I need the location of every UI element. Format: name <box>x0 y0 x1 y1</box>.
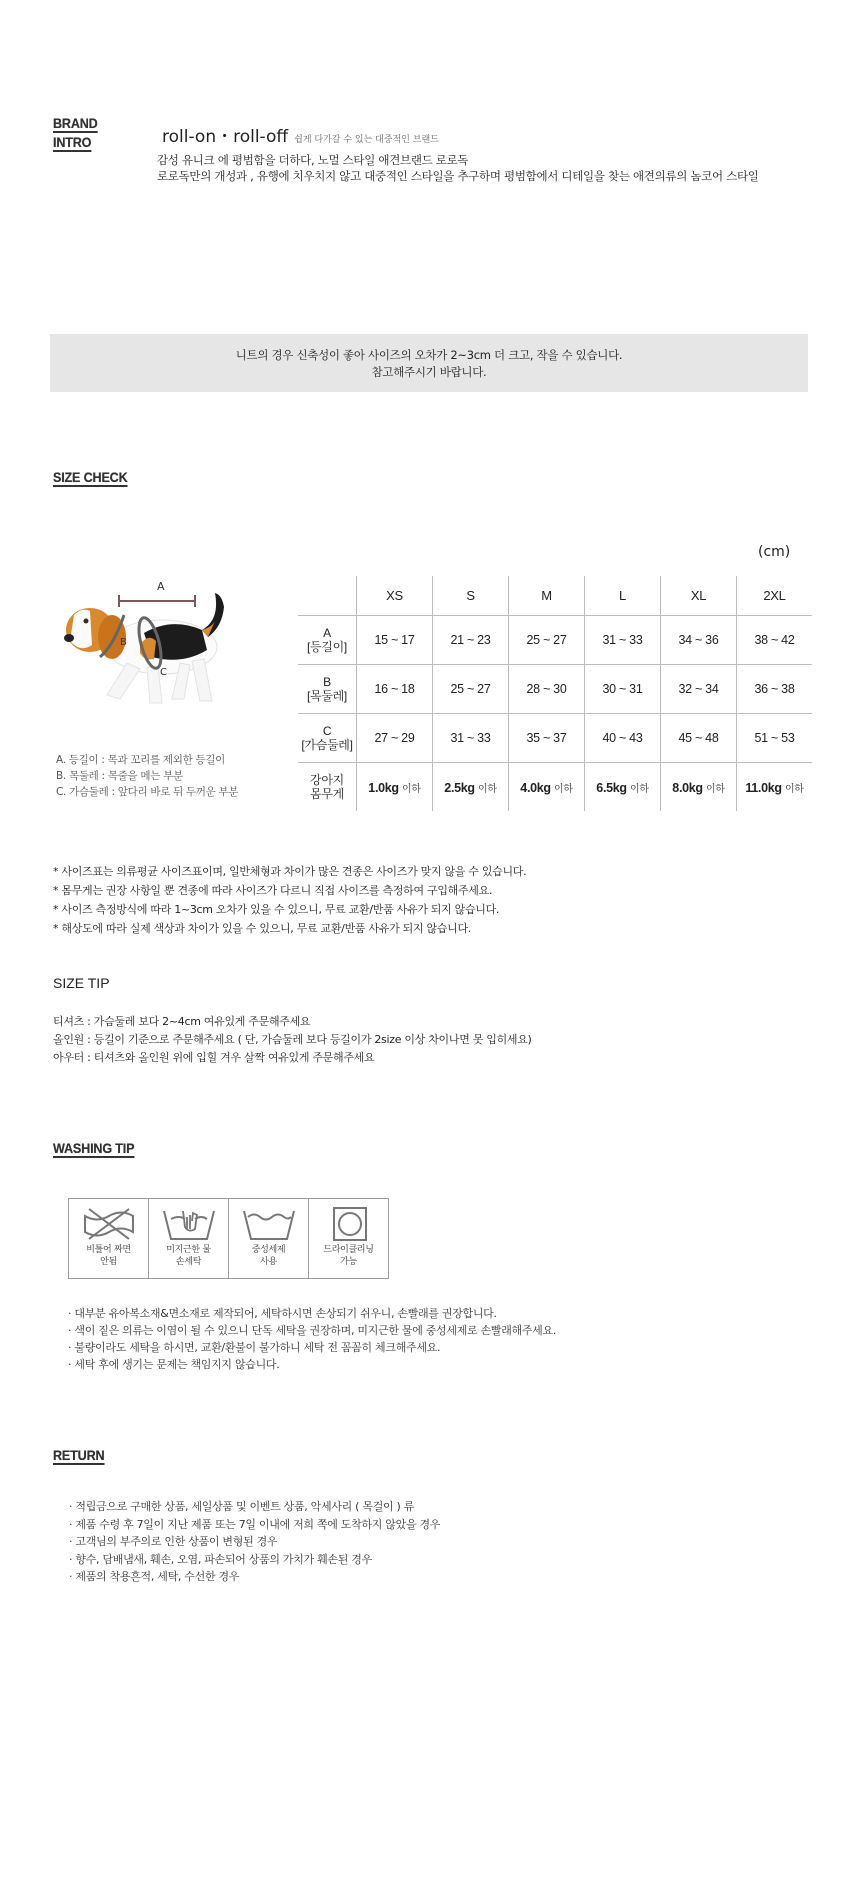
table-cell: 16 ~ 18 <box>357 665 433 714</box>
washing-icons <box>68 1198 389 1279</box>
beagle-illustration-icon <box>52 575 247 715</box>
notice-line: 니트의 경우 신축성이 좋아 사이즈의 오차가 2~3cm 더 크고, 작을 수 있습니다. <box>235 348 623 362</box>
unit-label: (cm) <box>758 544 791 560</box>
size-note: * 사이즈표는 의류평균 사이즈표이며, 일반체형과 차이가 많은 견종은 사이즈가 맞지 않을 수 있습니다. <box>53 865 527 878</box>
row-header-label: [등길이] <box>307 640 347 654</box>
diagram-note: C. 가슴둘레 : 앞다리 바로 뒤 두꺼운 부분 <box>56 786 239 798</box>
row-header-label: [가슴둘레] <box>301 738 353 752</box>
brand-name: roll-on・roll-off <box>162 127 289 147</box>
weight-row <box>298 763 812 812</box>
table-row <box>298 616 812 665</box>
weight-value: 1.0kg <box>368 780 399 795</box>
knit-size-notice <box>50 334 808 392</box>
weight-suffix: 이하 <box>401 783 421 795</box>
wash-label-line: 손세탁 <box>175 1257 202 1267</box>
wash-label-line: 드라이클리닝 <box>323 1245 374 1255</box>
return-heading: RETURN <box>53 1447 105 1463</box>
table-row <box>298 665 812 714</box>
wash-label-line: 안됨 <box>100 1257 117 1267</box>
row-header-label: 강아지 <box>310 773 344 787</box>
return-conditions <box>69 1498 440 1586</box>
diagram-label-c: C <box>160 667 167 678</box>
wash-label-line: 비틀어 짜면 <box>86 1245 131 1255</box>
row-header <box>298 714 357 763</box>
brand-intro-heading <box>53 114 98 152</box>
washing-note: · 대부분 유아복소재&면소재로 제작되어, 세탁하시면 손상되기 쉬우니, 손빨래를 권장합니다. <box>68 1307 497 1320</box>
brand-description-line: 로로독만의 개성과 , 유행에 치우치지 않고 대중적인 스타일을 추구하며 평범함에서 디테일을 찾는 애견의류의 놈코어 스타일 <box>157 169 759 183</box>
brand-intro-heading-line1: BRAND <box>53 115 98 131</box>
wash-icon-cell <box>229 1199 309 1278</box>
column-header: M <box>509 576 585 616</box>
wash-label <box>166 1244 211 1268</box>
size-notes <box>53 862 526 938</box>
table-cell: 32 ~ 34 <box>661 665 737 714</box>
return-item: · 고객님의 부주의로 인한 상품이 변형된 경우 <box>69 1535 278 1548</box>
table-cell: 27 ~ 29 <box>357 714 433 763</box>
row-header <box>298 665 357 714</box>
column-header: XS <box>357 576 433 616</box>
wash-label <box>86 1244 131 1268</box>
wash-label-line: 사용 <box>260 1257 277 1267</box>
size-tip-item: 올인원 : 등길이 기준으로 주문해주세요 ( 단, 가슴둘레 보다 등길이가 2size 이상 차이나면 못 입히세요) <box>53 1033 532 1046</box>
brand-description-line: 감성 유니크 에 평범함을 더하다, 노멀 스타일 애견브랜드 로로독 <box>157 153 469 167</box>
weight-suffix: 이하 <box>629 783 649 795</box>
wash-icon-cell <box>149 1199 229 1278</box>
row-header-letter: C <box>322 724 332 738</box>
weight-value: 11.0kg <box>745 780 782 795</box>
column-header: S <box>433 576 509 616</box>
table-cell: 31 ~ 33 <box>585 616 661 665</box>
washing-note: · 불량이라도 세탁을 하시면, 교환/환불이 불가하니 세탁 전 꼼꼼히 체크해주세요. <box>68 1341 441 1354</box>
size-tip-heading: SIZE TIP <box>53 975 110 991</box>
return-item: · 향수, 담배냄새, 훼손, 오염, 파손되어 상품의 가치가 훼손된 경우 <box>69 1552 372 1566</box>
diagram-note: B. 목둘레 : 목줄을 메는 부분 <box>56 770 183 782</box>
no-wring-icon <box>81 1207 137 1241</box>
table-cell <box>585 763 661 812</box>
size-tip-list <box>53 1013 532 1067</box>
table-cell: 28 ~ 30 <box>509 665 585 714</box>
wash-label-line: 중성세제 <box>251 1245 286 1255</box>
weight-suffix: 이하 <box>553 783 573 795</box>
washing-note: · 색이 짙은 의류는 이염이 될 수 있으니 단독 세탁을 권장하며, 미지근한 물에 중성세제로 손빨래해주세요. <box>68 1324 557 1337</box>
size-table-header-row <box>298 576 812 616</box>
table-cell <box>357 763 433 812</box>
notice-line: 참고해주시기 바랍니다. <box>371 365 487 379</box>
table-row <box>298 714 812 763</box>
table-cell: 45 ~ 48 <box>661 714 737 763</box>
size-note: * 해상도에 따라 실제 색상과 차이가 있을 수 있으니, 무료 교환/반품 사유가 되지 않습니다. <box>53 922 471 935</box>
washing-note: · 세탁 후에 생기는 문제는 책임지지 않습니다. <box>68 1358 280 1371</box>
return-item: · 적립금으로 구매한 상품, 세일상품 및 이벤트 상품, 악세사리 ( 목걸이 ) 류 <box>69 1500 415 1513</box>
weight-suffix: 이하 <box>477 783 497 795</box>
brand-name-line <box>162 122 439 147</box>
weight-suffix: 이하 <box>705 783 725 795</box>
row-header-letter: B <box>323 675 331 689</box>
table-cell: 40 ~ 43 <box>585 714 661 763</box>
table-cell: 15 ~ 17 <box>357 616 433 665</box>
dry-clean-icon <box>321 1207 377 1241</box>
diagram-note: A. 등길이 : 목과 꼬리를 제외한 등길이 <box>56 754 226 766</box>
table-cell: 31 ~ 33 <box>433 714 509 763</box>
row-header <box>298 616 357 665</box>
table-cell: 35 ~ 37 <box>509 714 585 763</box>
table-cell <box>433 763 509 812</box>
neutral-detergent-icon <box>241 1207 297 1241</box>
column-header: L <box>585 576 661 616</box>
washing-notes <box>68 1305 556 1373</box>
washing-tip-heading: WASHING TIP <box>53 1140 135 1156</box>
table-corner-cell <box>298 576 357 616</box>
wash-label-line: 미지근한 물 <box>166 1245 211 1255</box>
wash-label <box>323 1244 373 1268</box>
table-cell: 34 ~ 36 <box>661 616 737 665</box>
diagram-notes <box>56 752 238 800</box>
brand-tagline: 쉽게 다가갈 수 있는 대중적인 브랜드 <box>294 135 439 145</box>
size-note: * 사이즈 측정방식에 따라 1~3cm 오차가 있을 수 있으니, 무료 교환/반품 사유가 되지 않습니다. <box>53 903 500 916</box>
weight-suffix: 이하 <box>784 783 804 795</box>
diagram-label-b: B <box>120 637 127 648</box>
weight-value: 6.5kg <box>596 780 627 795</box>
size-table <box>298 576 812 811</box>
brand-description <box>157 152 759 184</box>
row-header <box>298 763 357 812</box>
table-cell: 30 ~ 31 <box>585 665 661 714</box>
table-cell: 38 ~ 42 <box>737 616 813 665</box>
wash-icon-cell <box>69 1199 149 1278</box>
table-cell <box>509 763 585 812</box>
table-cell <box>661 763 737 812</box>
row-header-letter: A <box>323 626 331 640</box>
return-item: · 제품 수령 후 7일이 지난 제품 또는 7일 이내에 저희 쪽에 도착하지 않았을 경우 <box>69 1517 441 1531</box>
size-note: * 몸무게는 권장 사항일 뿐 견종에 따라 사이즈가 다르니 직접 사이즈를 측정하여 구입해주세요. <box>53 884 493 897</box>
size-tip-item: 티셔츠 : 가슴둘레 보다 2~4cm 여유있게 주문해주세요 <box>53 1015 311 1028</box>
column-header: XL <box>661 576 737 616</box>
row-header-label: [목둘레] <box>307 689 347 703</box>
dog-measurement-diagram <box>52 575 247 715</box>
hand-wash-icon <box>161 1207 217 1241</box>
table-cell <box>737 763 813 812</box>
size-check-heading: SIZE CHECK <box>53 469 128 485</box>
weight-value: 4.0kg <box>520 780 551 795</box>
size-tip-item: 아우터 : 티셔츠와 올인원 위에 입힐 겨우 살짝 여유있게 주문해주세요 <box>53 1051 375 1064</box>
weight-value: 8.0kg <box>672 780 703 795</box>
column-header: 2XL <box>737 576 813 616</box>
table-cell: 25 ~ 27 <box>433 665 509 714</box>
table-cell: 25 ~ 27 <box>509 616 585 665</box>
wash-icon-cell <box>309 1199 388 1278</box>
wash-label-line: 가능 <box>340 1257 357 1267</box>
table-cell: 36 ~ 38 <box>737 665 813 714</box>
table-cell: 21 ~ 23 <box>433 616 509 665</box>
diagram-label-a: A <box>157 580 165 593</box>
table-cell: 51 ~ 53 <box>737 714 813 763</box>
weight-value: 2.5kg <box>444 780 475 795</box>
return-item: · 제품의 착용흔적, 세탁, 수선한 경우 <box>69 1570 240 1583</box>
brand-intro-heading-line2: INTRO <box>53 134 92 150</box>
wash-label <box>252 1244 286 1268</box>
row-header-label: 몸무게 <box>310 787 344 801</box>
